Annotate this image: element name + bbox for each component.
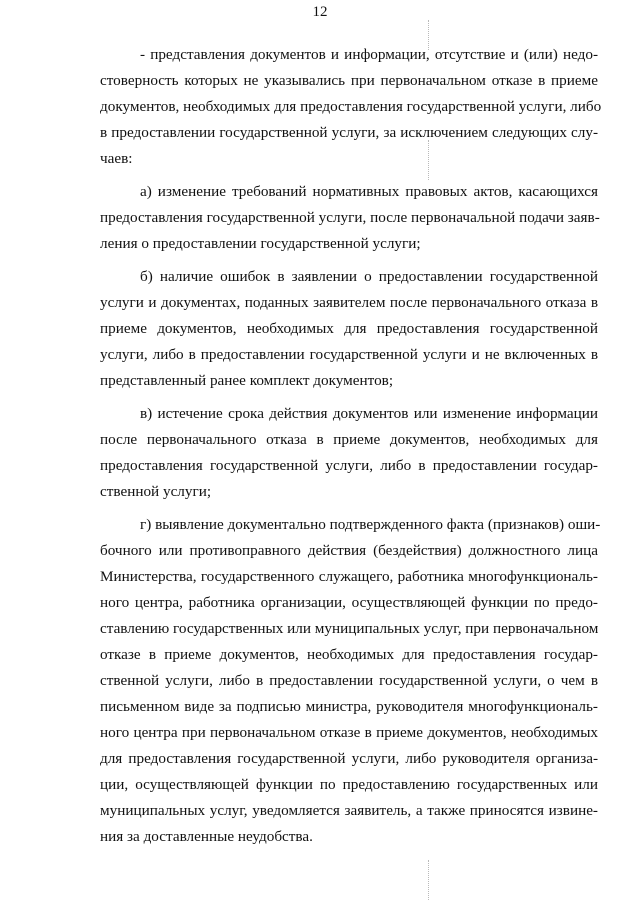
text-line: предоставления государственной услуги, либо в предоставлении государ- bbox=[100, 457, 598, 474]
text-line: ния за доставленные неудобства. bbox=[100, 828, 313, 845]
text-line: - представления документов и информации, отсутствие и (или) недо- bbox=[140, 46, 598, 63]
text-line: отказе в приеме документов, необходимых для предоставления государ- bbox=[100, 646, 598, 663]
text-line: услуги, либо в предоставлении государственной услуги и не включенных в bbox=[100, 346, 598, 363]
scan-fold-mark-bottom bbox=[428, 860, 429, 900]
text-line: чаев: bbox=[100, 150, 133, 167]
text-line: б) наличие ошибок в заявлении о предоставлении государственной bbox=[140, 268, 598, 285]
page-number: 12 bbox=[312, 4, 328, 20]
text-line: предоставления государственной услуги, после первоначальной подачи заяв- bbox=[100, 209, 600, 226]
text-line: Министерства, государственного служащего, работника многофункциональ- bbox=[100, 568, 598, 585]
text-line: муниципальных услуг, уведомляется заявитель, а также приносятся извине- bbox=[100, 802, 598, 819]
text-line: ственной услуги, либо в предоставлении государственной услуги, о чем в bbox=[100, 672, 598, 689]
text-line: г) выявление документально подтвержденного факта (признаков) оши- bbox=[140, 516, 601, 533]
text-line: ного центра, работника организации, осуществляющей функции по предо- bbox=[100, 594, 598, 611]
text-line: в) истечение срока действия документов или изменение информации bbox=[140, 405, 598, 422]
text-line: в предоставлении государственной услуги, за исключением следующих слу- bbox=[100, 124, 598, 141]
text-line: а) изменение требований нормативных правовых актов, касающихся bbox=[140, 183, 598, 200]
text-line: ставлению государственных или муниципальных услуг, при первоначальном bbox=[100, 620, 599, 637]
text-line: услуги и документах, поданных заявителем после первоначального отказа в bbox=[100, 294, 598, 311]
text-line: после первоначального отказа в приеме документов, необходимых для bbox=[100, 431, 598, 448]
text-line: бочного или противоправного действия (бездействия) должностного лица bbox=[100, 542, 598, 559]
text-line: документов, необходимых для предоставления государственной услуги, либо bbox=[100, 98, 602, 115]
text-line: письменном виде за подписью министра, руководителя многофункциональ- bbox=[100, 698, 598, 715]
text-line: ственной услуги; bbox=[100, 483, 212, 500]
text-line: представленный ранее комплект документов; bbox=[100, 372, 394, 389]
text-line: для предоставления государственной услуги, либо руководителя организа- bbox=[100, 750, 598, 767]
text-line: ления о предоставлении государственной услуги; bbox=[100, 235, 421, 252]
text-line: стоверность которых не указывались при первоначальном отказе в приеме bbox=[100, 72, 598, 89]
text-line: приеме документов, необходимых для предоставления государственной bbox=[100, 320, 598, 337]
text-line: ного центра при первоначальном отказе в приеме документов, необходимых bbox=[100, 724, 598, 741]
text-line: ции, осуществляющей функции по предоставлению государственных или bbox=[100, 776, 598, 793]
